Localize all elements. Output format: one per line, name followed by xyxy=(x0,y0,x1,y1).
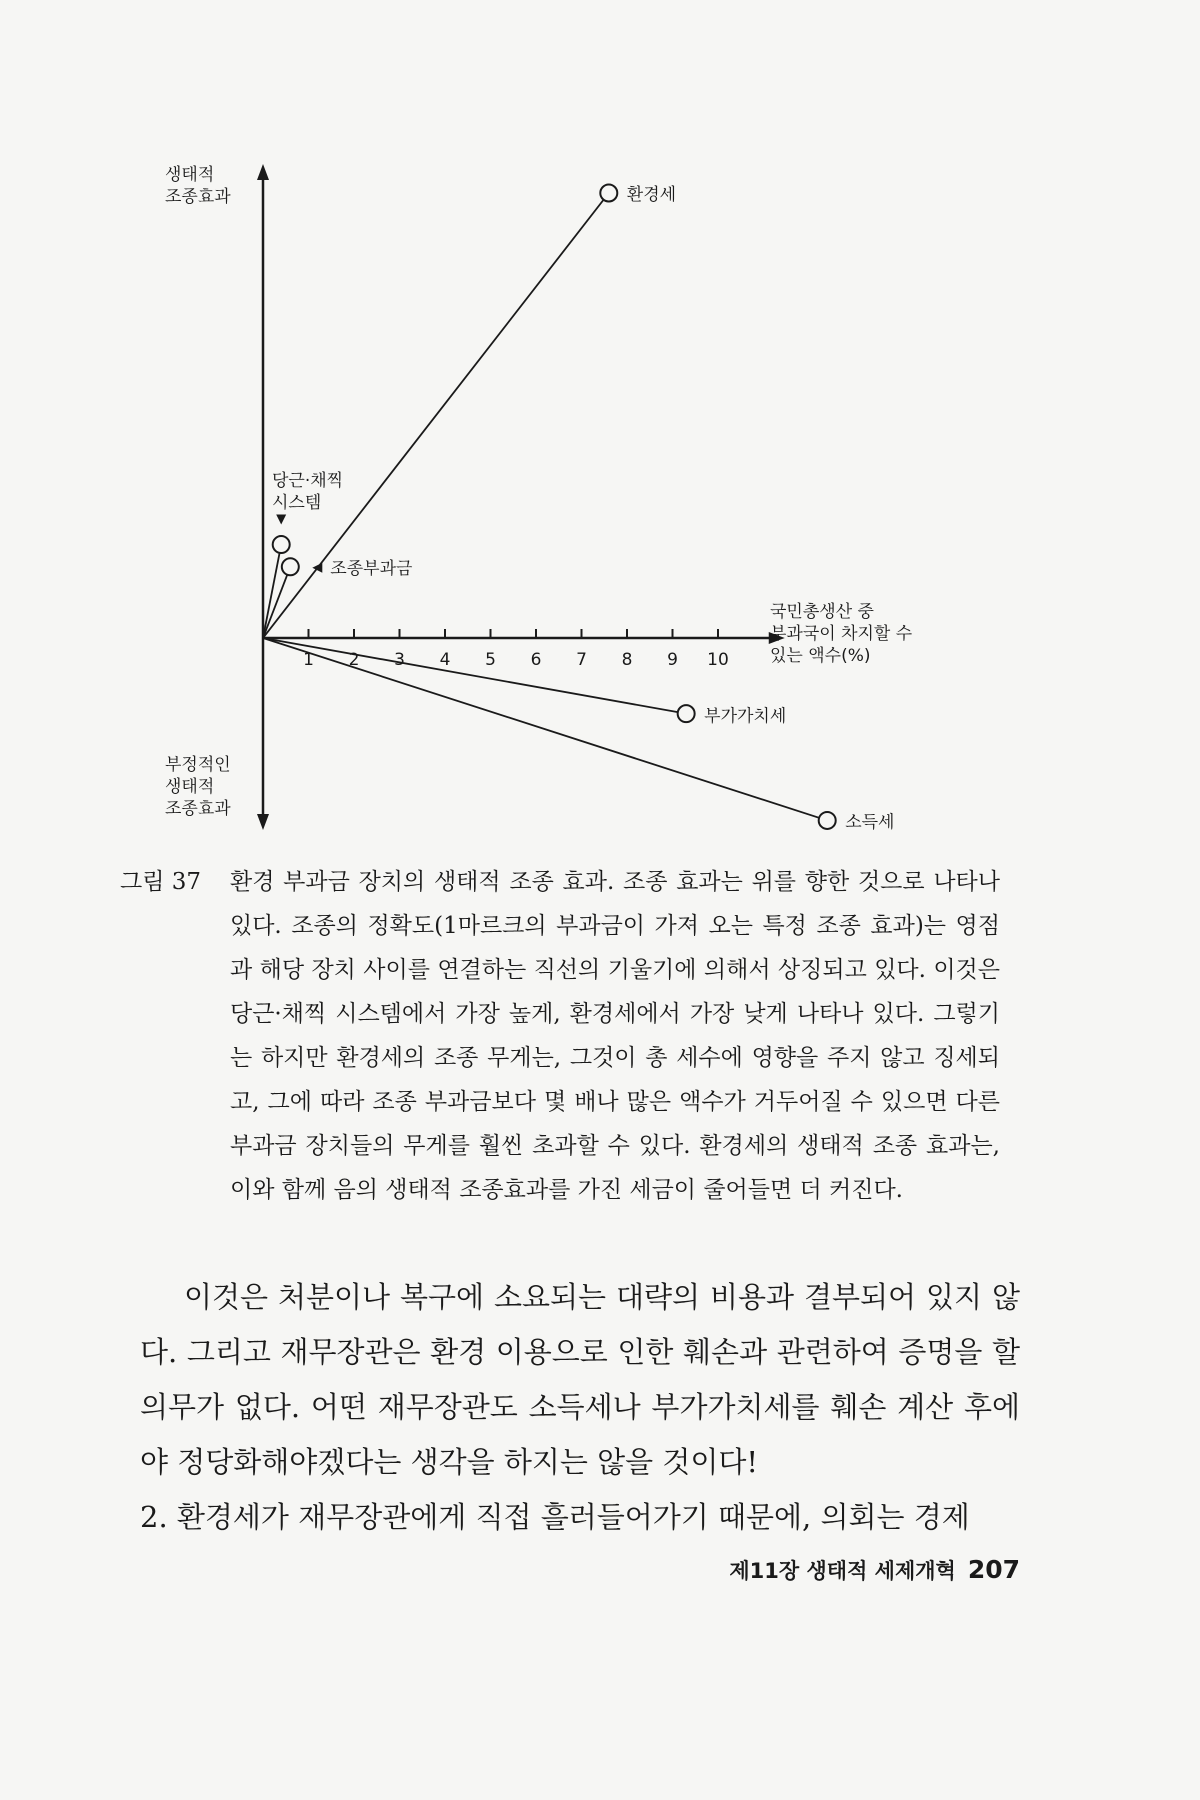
body-paragraph: 이것은 처분이나 복구에 소요되는 대략의 비용과 결부되어 있지 않다. 그리고 재무장관은 환경 이용으로 인한 훼손과 관련하여 증명을 할 의무가 없다. 어떤 재무장관도 소득세나 부가가치세를 훼손 계산 후에야 정당화해야겠다는 생각을 하지는 않을 것이다! xyxy=(140,1280,1020,1479)
series-point xyxy=(282,558,299,575)
x-tick-label: 8 xyxy=(621,650,633,670)
x-axis-ticks xyxy=(303,629,729,670)
series-line xyxy=(263,545,281,638)
series-point xyxy=(273,536,290,553)
series-line xyxy=(263,638,827,820)
figure-37-chart xyxy=(0,0,1200,860)
caption-label: 그림 37 xyxy=(120,869,202,895)
x-tick-label: 6 xyxy=(530,650,542,670)
chart-series-lines xyxy=(263,185,836,829)
x-tick-label: 10 xyxy=(707,650,729,670)
x-tick-label: 9 xyxy=(667,650,678,670)
annotation-control-fee: 조종부과금 xyxy=(330,558,413,579)
series-line xyxy=(263,193,609,638)
series-label: 환경세 xyxy=(626,185,677,205)
x-tick-label: 7 xyxy=(576,650,587,670)
x-axis-label: 국민총생산 중 부과국이 차지할 수 있는 액수(%) xyxy=(770,602,913,666)
x-tick-label: 3 xyxy=(394,650,405,670)
y-axis-arrow-down xyxy=(257,814,269,830)
series-point xyxy=(678,705,695,722)
annotation-carrot-stick: 당근·채찍 시스템 xyxy=(272,471,344,513)
chapter-title: 제11장 생태적 세제개혁 xyxy=(729,1559,956,1583)
annotation-arrow-down xyxy=(276,515,286,525)
series-label: 소득세 xyxy=(845,812,895,833)
series-label: 부가가치세 xyxy=(704,706,787,727)
series-point xyxy=(600,185,617,202)
x-tick-label: 4 xyxy=(439,650,451,670)
x-tick-label: 2 xyxy=(348,650,360,670)
series-line xyxy=(263,567,290,638)
figure-caption xyxy=(120,860,1000,1212)
chart-axes xyxy=(257,164,785,830)
chart-labels xyxy=(165,164,913,832)
caption-text: 환경 부과금 장치의 생태적 조종 효과. 조종 효과는 위를 향한 것으로 나타나 있다. 조종의 정확도(1마르크의 부과금이 가져 오는 특정 조종 효과)는 영점과 해당 장치 사이를 연결하는 직선의 기울기에 의해서 상징되고 있다. 이것은 당근·채찍 시스템에서 가장 높게, 환경세에서 가장 낮게 나타나 있다. 그렇기는 하지만 환경세의 조종 무게는, 그것이 총 세수에 영향을 주지 않고 징세되고, 그에 따라 조종 부과금보다 몇 배나 많은 액수가 거두어질 수 있으면 다른 부과금 장치들의 무게를 훨씬 초과할 수 있다. 환경세의 생태적 조종 효과는, 이와 함께 음의 생태적 조종효과를 가진 세금이 줄어들면 더 커진다. xyxy=(230,869,1000,1203)
y-axis-label-top: 생태적 조종효과 xyxy=(165,165,231,207)
series-point xyxy=(819,812,836,829)
numbered-item: 2. 환경세가 재무장관에게 직접 흘러들어가기 때문에, 의회는 경제 xyxy=(140,1500,970,1534)
page-footer xyxy=(690,1555,1020,1585)
x-tick-label: 1 xyxy=(303,650,314,670)
x-tick-label: 5 xyxy=(485,650,496,670)
body-text xyxy=(140,1270,1020,1545)
page-number: 207 xyxy=(967,1555,1020,1584)
y-axis-label-bottom: 부정적인 생태적 조종효과 xyxy=(165,755,231,819)
y-axis-arrow-up xyxy=(257,164,269,180)
